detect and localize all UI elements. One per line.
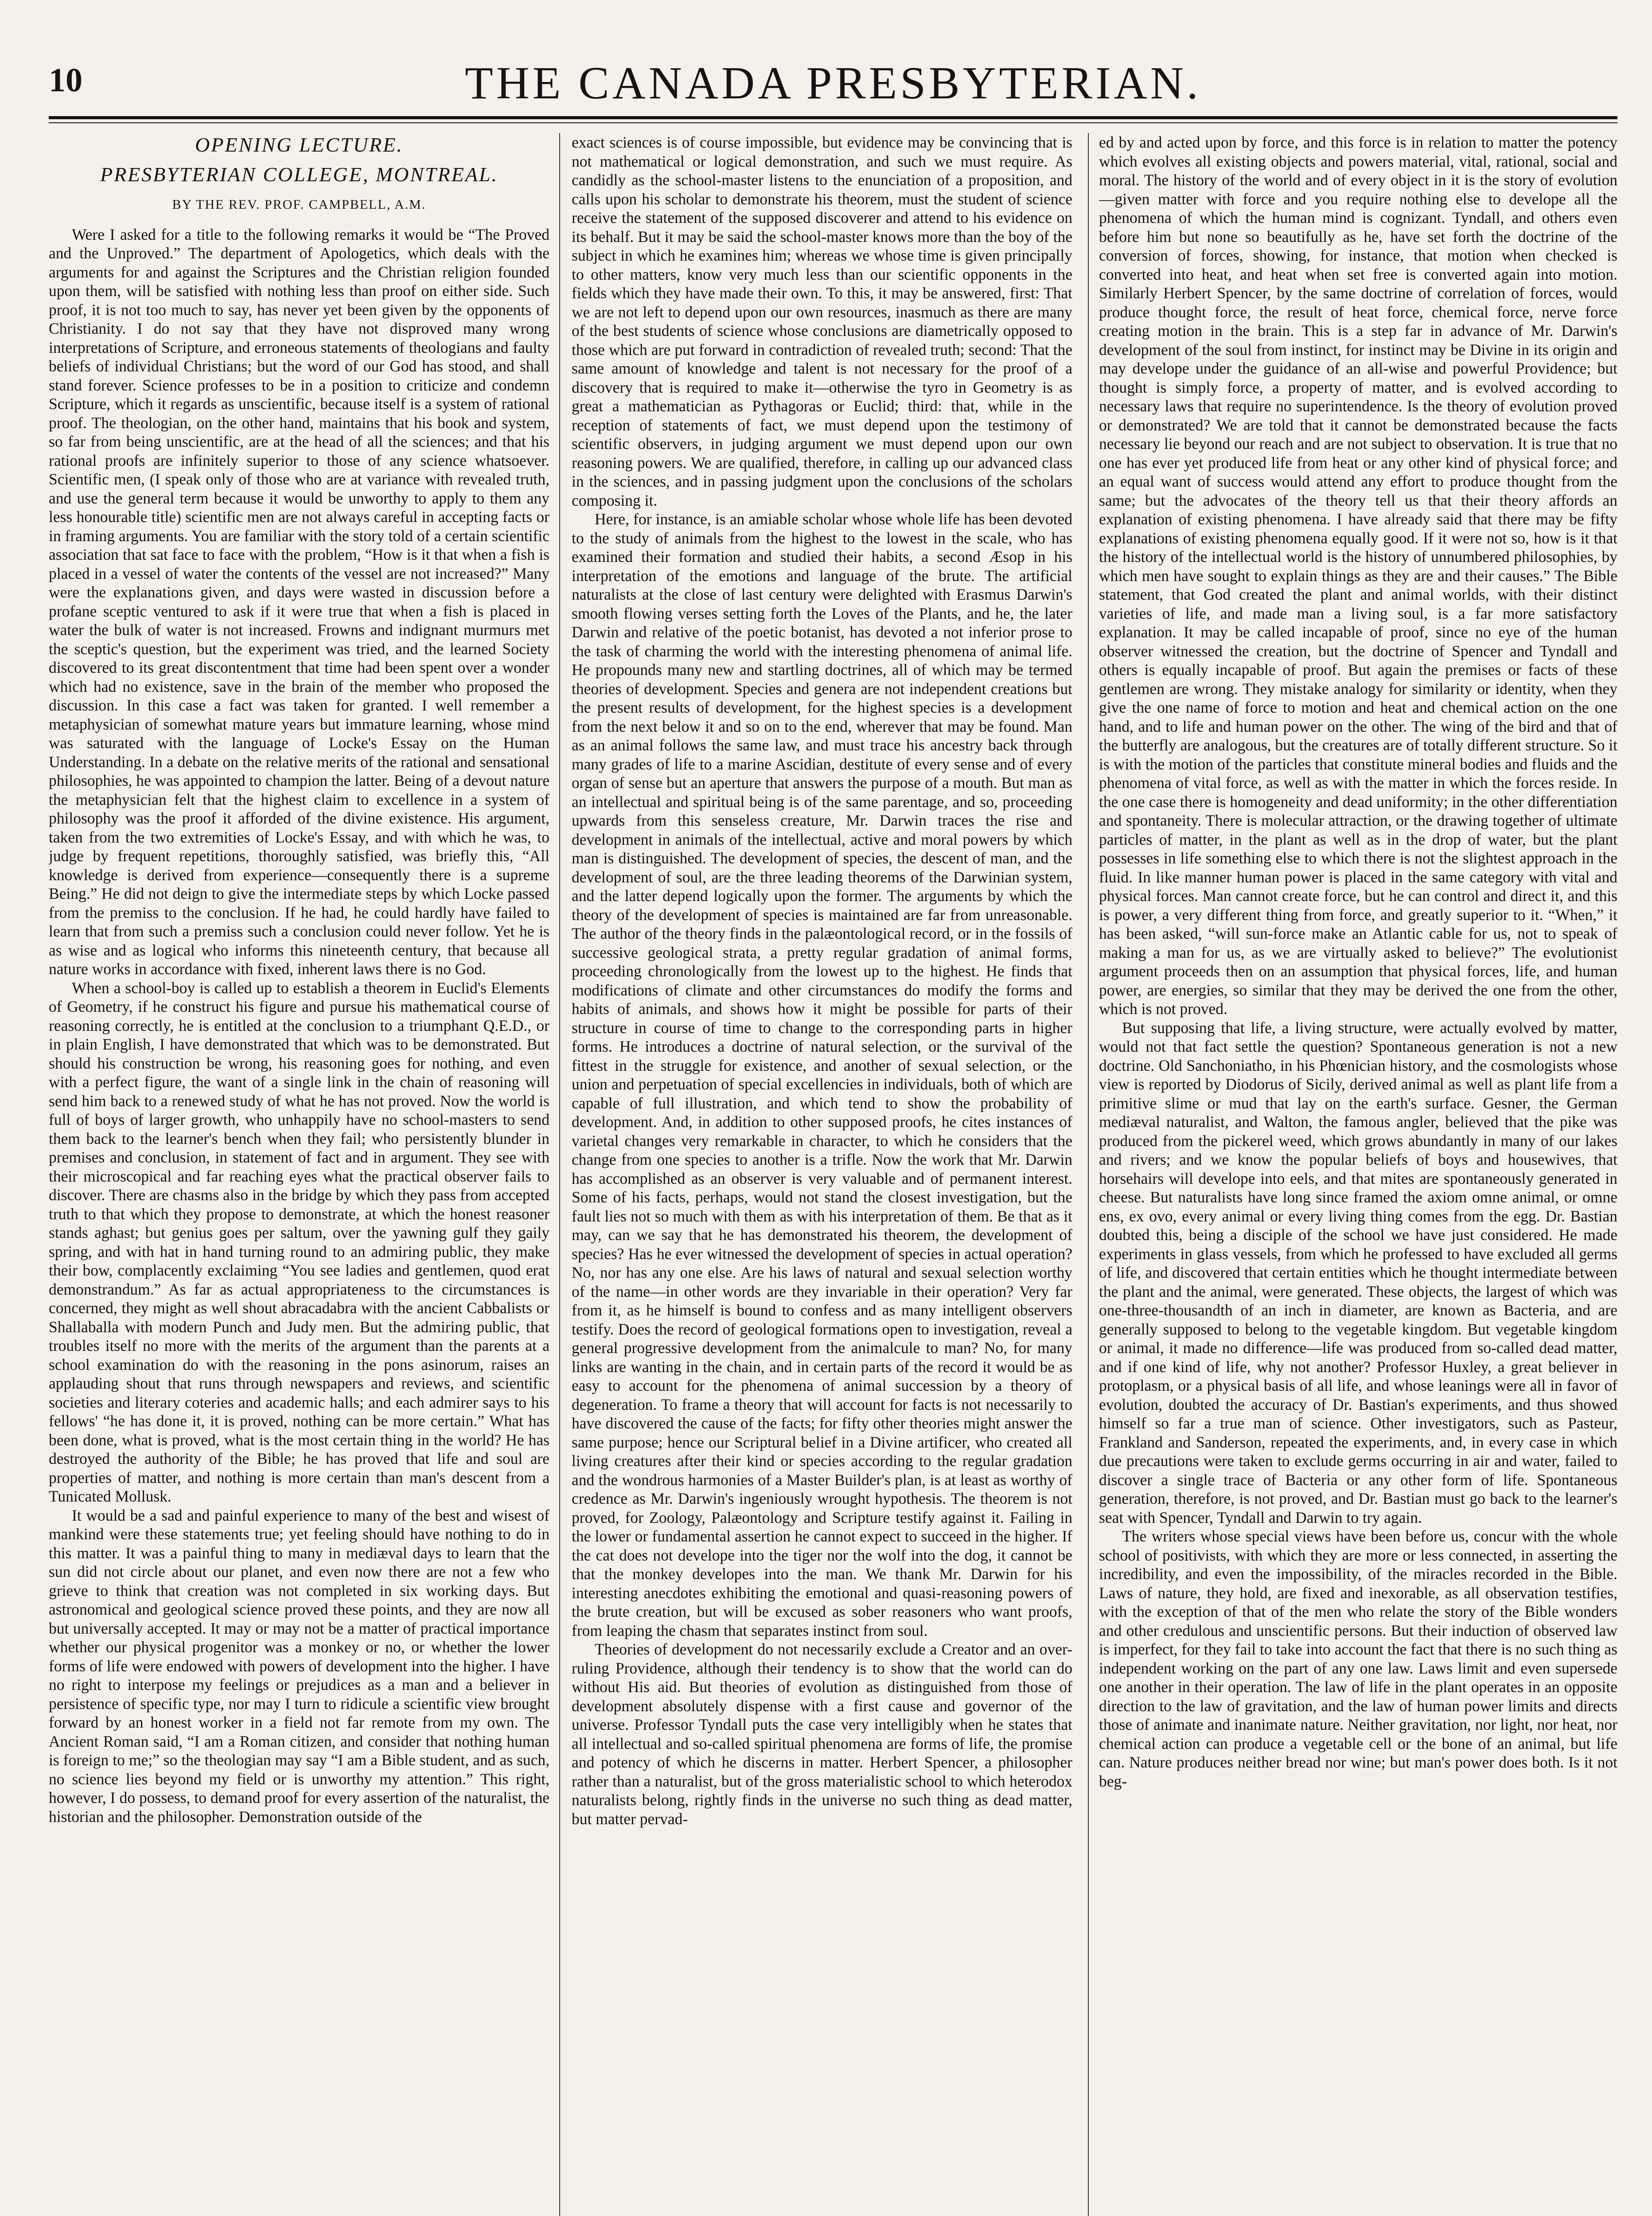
article-subheading: PRESBYTERIAN COLLEGE, MONTREAL.	[100, 163, 499, 186]
paragraph: When a school-boy is called up to establish a theorem in Euclid's Elements of Geometry, if he construct his figure and pursue his mathematical course of reasoning correctly, he is entitled at the conclusion to a triumphant Q.E.D., or in plain English, I have demonstrated that which was to be demonstrated. But should his construction be wrong, his reasoning goes for nothing, and even with a perfect figure, the want of a single link in the chain of reasoning will send him back to a renewed study of what he has not proved. Now the world is full of boys of larger growth, who unhappily have no school-masters to send them back to the learner's bench when they fail; who persistently blunder in premises and conclusion, in statement of fact and in argument. They see with their microscopical and far reaching eyes what the practical observer fails to discover. There are chasms also in the bridge by which they pass from accepted truth to that which they propose to demonstrate, at which the honest reasoner stands aghast; but genius goes per saltum, over the yawning gulf they gaily spring, and with hat in hand turning round to an admiring public, they make their bow, complacently exclaiming “You see ladies and gentlemen, quod erat demonstrandum.” As far as actual appropriateness to the circumstances is concerned, they might as well shout abracadabra with the ancient Cabbalists or Shallaballa with modern Punch and Judy men. But the admiring public, that troubles itself no more with the merits of the argument than the parents at a school examination do with the reasoning in the pons asinorum, raises an applauding shout that runs through newspapers and reviews, and scientific societies and literary coteries and academic halls; and each admirer says to his fellows' “he has done it, it is proved, nothing can be more certain.” What has been done, what is proved, what is the most certain thing in the world? He has destroyed the authority of the Bible; he has proved that life and soul are properties of matter, and nothing is more certain than man's descent from a Tunicated Mollusk.	[49, 979, 549, 1505]
page-number: 10	[49, 62, 82, 99]
masthead-rule-thin	[49, 122, 1617, 123]
paragraph: Theories of development do not necessarily exclude a Creator and an over-ruling Providence, although their tendency is to show that the world can do without His aid. But theories of evolution as distinguished from those of development absolutely dispense with a first cause and governor of the universe. Professor Tyndall puts the case very intelligibly when he states that all intellectual and so-called spiritual phenomena are forms of life, the promise and potency of which he discerns in matter. Herbert Spencer, a philosopher rather than a naturalist, but of the gross materialistic school to which heterodox naturalists belong, rightly finds in the universe no such thing as dead matter, but matter pervad-	[572, 1640, 1072, 1828]
newspaper-title: THE CANADA PRESBYTERIAN.	[465, 58, 1201, 109]
column-divider	[1088, 133, 1089, 2216]
column-3	[1099, 133, 1617, 2216]
paragraph: ed by and acted upon by force, and this force is in relation to matter the potency which evolves all existing objects and powers material, vital, rational, social and moral. The history of the world and of every object in it is the story of evolution—given matter with force and you require nothing else to develope all the phenomena of which the human mind is cognizant. Tyndall, and others even before him but none so beautifully as he, have set forth the doctrine of the conversion of forces, showing, for instance, that motion when checked is converted into heat, and heat when set free is converted again into motion. Similarly Herbert Spencer, by the same doctrine of correlation of forces, would produce thought force, the result of heat force, chemical force, nerve force creating motion in the brain. This is a step far in advance of Mr. Darwin's development of the soul from instinct, for instinct may be Divine in its origin and may develope under the guidance of an all-wise and powerful Providence; but thought is simply force, a property of matter, and is evolved according to necessary laws that require no superintendence. Is the theory of evolution proved or demonstrated? We are told that it cannot be demonstrated because the facts necessary lie beyond our reach and are not subject to observation. It is true that no one has ever yet produced life from heat or any other kind of physical force; and an equal want of success would attend any effort to produce thought from the same; but the advocates of the theory tell us that their theory affords an explanation of existing phenomena. I have already said that there may be fifty explanations of existing phenomena equally good. If it were not so, how is it that the history of the intellectual world is the history of unnumbered philosophies, by which men have sought to explain things as they are and their causes.” The Bible statement, that God created the plant and animal worlds, with their distinct varieties of life, and made man a living soul, is a far more satisfactory explanation. It may be called incapable of proof, since no eye of the human observer witnessed the creation, but the doctrine of Spencer and Tyndall and others is equally incapable of proof. But again the premises or facts of these gentlemen are wrong. They mistake analogy for similarity or identity, when they give the one name of force to motion and heat and chemical action on the one hand, and to life and human power on the other. The wing of the bird and that of the butterfly are analogous, but the creatures are of totally different structure. So it is with the motion of the particles that constitute mineral bodies and fluids and the phenomena of vital force, as well as with the matter in which the forces reside. In the one case there is homogeneity and dead uniformity; in the other differentiation and spontaneity. There is molecular attraction, or the drawing together of ultimate particles of matter, in the plant as well as in the drop of water, but the plant possesses in life something else to which there is not the slightest approach in the fluid. In like manner human power is placed in the same category with vital and physical forces. Man cannot create force, but he can control and direct it, and this is power, a very different thing from force, and greatly superior to it. “When,” it has been asked, “will sun-force make an Atlantic cable for us, not to speak of making a man for us, as we are virtually asked to believe?” The evolutionist argument proceeds then on an assumption that physical forces, life, and human power, are energies, so similar that they may be derived the one from the other, which is not proved.	[1099, 133, 1617, 1018]
article-byline: BY THE REV. PROF. CAMPBELL, A.M.	[172, 197, 426, 212]
paragraph: It would be a sad and painful experience to many of the best and wisest of mankind were these statements true; yet feeling should have nothing to do in this matter. It was a painful thing to many in mediæval days to learn that the sun did not circle about our planet, and even now there are not a few who grieve to think that creation was not completed in six working days. But astronomical and geological science proved these points, and they are now all but universally accepted. It may or may not be a matter of practical importance whether our physical progenitor was a monkey or no, or whether the lower forms of life were endowed with powers of development into the higher. I have no right to interpose my feelings or prejudices as a man and a believer in persistence of specific type, nor may I turn to ridicule a scientific view brought forward by an honest worker in a field not far remote from my own. The Ancient Roman said, “I am a Roman citizen, and consider that nothing human is foreign to me;” so the theologian may say “I am a Bible student, and as such, no science lies beyond my field or is unworthy my attention.” This right, however, I do possess, to demand proof for every assertion of the naturalist, the historian and the philosopher. Demonstration outside of the	[49, 1506, 549, 1826]
paragraph: But supposing that life, a living structure, were actually evolved by matter, would not that fact settle the question? Spontaneous generation is not a new doctrine. Old Sanchoniatho, in his Phœnician history, and the cosmologists whose view is reported by Diodorus of Sicily, derived animal as well as plant life from a primitive slime or mud that lay on the earth's surface. Gesner, the German mediæval naturalist, and Walton, the famous angler, believed that the pike was produced from the pickerel weed, which grows abundantly in many of our lakes and rivers; and we know the popular beliefs of boys and housewives, that horsehairs will develope into eels, and that mites are spontaneously generated in cheese. But naturalists have long since framed the axiom omne animal, or omne ens, ex ovo, every animal or every living thing comes from the egg. Dr. Bastian doubted this, being a disciple of the school we have just considered. He made experiments in glass vessels, from which he professed to have excluded all germs of life, and discovered that certain entities which he thought intermediate between the plant and the animal, were generated. These objects, the largest of which was one-three-thousandth of an inch in diameter, are known as Bacteria, and are generally supposed to belong to the vegetable kingdom. But vegetable kingdom or animal, it made no difference—life was produced from so-called dead matter, and if one kind of life, why not another? Professor Huxley, a great believer in protoplasm, or a physical basis of all life, and whose leanings were all in favor of evolution, doubted the accuracy of Dr. Bastian's experiments, and thus showed himself so far a true man of science. Other investigators, such as Pasteur, Frankland and Sanderson, repeated the experiments, and, in every case in which due precautions were taken to exclude germs occurring in air and water, failed to discover a single trace of Bacteria or any other form of life. Spontaneous generation, therefore, is not proved, and Dr. Bastian must go back to the learner's seat with Spencer, Tyndall and Darwin to try again.	[1099, 1018, 1617, 1526]
masthead-rule-thick	[49, 116, 1617, 119]
column-divider	[559, 133, 560, 2216]
article-heading: OPENING LECTURE.	[195, 133, 403, 156]
masthead	[49, 57, 1617, 114]
paragraph: exact sciences is of course impossible, but evidence may be convincing that is not mathematical or logical demonstration, and such we must require. As candidly as the school-master listens to the enunciation of a proposition, and calls upon his scholar to demonstrate his theorem, must the student of science receive the statement of the supposed discoverer and attend to his evidence on its behalf. But it may be said the school-master knows more than the boy of the subject in which he examines him; whereas we whose time is given principally to other matters, know very much less than our scientific opponents in the fields which they have made their own. To this, it may be answered, first: That we are not left to depend upon our own resources, inasmuch as there are many of the best students of science whose conclusions are diametrically opposed to those which are put forward in contradiction of revealed truth; second: That the same amount of knowledge and talent is not necessary for the proof of a discovery that is required to make it—otherwise the tyro in Geometry is as great a mathematician as Pythagoras or Euclid; third: that, while in the reception of statements of fact, we must depend upon the testimony of scientific observers, in judging argument we must depend upon our own reasoning powers. We are qualified, therefore, in calling up our advanced class in the sciences, and in passing judgment upon the conclusions of the scholars composing it.	[572, 133, 1072, 509]
column-1	[49, 133, 549, 2216]
column-2	[572, 133, 1072, 2216]
paragraph: The writers whose special views have been before us, concur with the whole school of positivists, with which they are more or less connected, in asserting the incredibility, and even the impossibility, of the miracles recorded in the Bible. Laws of nature, they hold, are fixed and inexorable, as all observation testifies, with the exception of that of the men who relate the story of the Bible wonders and other credulous and unscientific persons. But their induction of observed law is imperfect, for they fail to take into account the fact that there is no such thing as independent working on the part of any one law. Laws limit and even supersede one another in their operation. The law of life in the plant operates in an opposite direction to the law of gravitation, and the law of human power limits and directs those of animate and inanimate nature. Neither gravitation, nor light, nor heat, nor chemical action can produce a vegetable cell or the bone of an animal, but life can. Nature produces neither bread nor wine; but man's power does both. Is it not beg-	[1099, 1527, 1617, 1790]
paragraph: Were I asked for a title to the following remarks it would be “The Proved and the Unproved.” The department of Apologetics, which deals with the arguments for and against the Scriptures and the Christian religion founded upon them, will be satisfied with nothing less than proof on either side. Such proof, it is not too much to say, has never yet been given by the opponents of Christianity. I do not say that they have not disproved many wrong interpretations of Scripture, and erroneous statements of theologians and faulty beliefs of individual Christians; but the word of our God has stood, and shall stand forever. Science professes to be in a position to criticize and condemn Scripture, which it regards as unscientific, because itself is a system of rational proof. The theologian, on the other hand, maintains that his book and system, so far from being unscientific, are at the head of all the sciences; and that his rational proofs are infinitely superior to those of any science whatsoever. Scientific men, (I speak only of those who are at variance with revealed truth, and use the general term because it would be unworthy to apply to them any less honourable title) scientific men are not always careful in accepting facts or in framing arguments. You are familiar with the story told of a certain scientific association that sat face to face with the problem, “How is it that when a fish is placed in a vessel of water the contents of the vessel are not increased?” Many were the explanations given, and days were wasted in discussion before a profane sceptic ventured to ask if it were true that when a fish is placed in water the bulk of water is not increased. Frowns and indignant murmurs met the sceptic's question, but the experiment was tried, and the learned Society discovered to its great discontentment that time had been spent over a wonder which had no existence, save in the brain of the member who proposed the discussion. In this case a fact was taken for granted. I well remember a metaphysician of somewhat mature years but immature learning, whose mind was saturated with the language of Locke's Essay on the Human Understanding. In a debate on the relative merits of the rational and sensational philosophies, he was appointed to champion the latter. Being of a devout nature the metaphysician felt that the highest claim to excellence in a system of philosophy was the proof it afforded of the divine existence. His argument, taken from the two extremities of Locke's Essay, and with which he was, to judge by frequent repetitions, thoroughly satisfied, was briefly this, “All knowledge is derived from experience—consequently there is a supreme Being.” He did not deign to give the intermediate steps by which Locke passed from the premiss to the conclusion. If he had, he could hardly have failed to learn that from such a premiss such a conclusion could never follow. Yet he is as wise and as logical who informs this nineteenth century, that because all nature works in accordance with fixed, inherent laws there is no God.	[49, 225, 549, 978]
paragraph: Here, for instance, is an amiable scholar whose whole life has been devoted to the study of animals from the highest to the lowest in the scale, who has examined their formation and studied their habits, a second Æsop in his interpretation of the emotions and language of the brute. The artificial naturalists at the close of last century were delighted with Erasmus Darwin's smooth flowing verses setting forth the Loves of the Plants, and he, the later Darwin and relative of the poetic botanist, has devoted a not inferior prose to the task of charming the world with the interesting phenomena of animal life. He propounds many new and startling doctrines, all of which may be termed theories of development. Species and genera are not independent creations but the present results of development, for the highest species is a development from the next below it and so on to the end, wherever that may be found. Man as an animal follows the same law, and must trace his ancestry back through many grades of life to a marine Ascidian, destitute of every sense and of every organ of sense but an aperture that answers the purpose of a mouth. But man as an intellectual and spiritual being is of the same parentage, and so, proceeding upwards from this senseless creature, Mr. Darwin traces the rise and development in animals of the intellectual, active and moral powers by which man is distinguished. The development of species, the descent of man, and the development of soul, are the three leading theorems of the Darwinian system, and the latter depend logically upon the former. The arguments by which the theory of the development of species is maintained are far from unreasonable. The author of the theory finds in the palæontological record, or in the fossils of successive geological strata, a pretty regular gradation of animal forms, proceeding chronologically from the lowest up to the highest. He finds that modifications of climate and other circumstances do modify the forms and habits of animals, and shows how it might be possible for parts of their structure in course of time to change to the corresponding parts in higher forms. He introduces a doctrine of natural selection, or the survival of the fittest in the struggle for existence, and another of sexual selection, or the union and perpetuation of special excellencies in individuals, both of which are capable of full illustration, and which tend to show the probability of development. And, in addition to other supposed proofs, he cites instances of varietal changes very remarkable in character, to which he considers that the change from one species to another is a trifle. Now the work that Mr. Darwin has accomplished as an observer is very valuable and of permanent interest. Some of his facts, perhaps, would not stand the closest investigation, but the fault lies not so much with them as with his interpretation of them. Be that as it may, can we say that he has demonstrated his theorem, the development of species? Has he ever witnessed the development of species in actual operation? No, nor has any one else. Are his laws of natural and sexual selection worthy of the name—in other words are they invariable in their operation? Very far from it, as he himself is bound to confess and as many intelligent observers testify. Does the record of geological formations open to investigation, reveal a general progressive development from the animalcule to man? No, for many links are wanting in the chain, and in certain parts of the record it would be as easy to account for the phenomena of animal succession by a theory of degeneration. To frame a theory that will account for facts is not necessarily to have discovered the cause of the facts; for fifty other theories might answer the same purpose; hence our Scriptural belief in a Divine artificer, who created all living creatures after their kind or species according to the regular gradation and the wondrous harmonies of a Master Builder's plan, is at least as worthy of credence as Mr. Darwin's ingeniously wrought hypothesis. The theorem is not proved, for Zoology, Palæontology and Scripture testify against it. Failing in the lower or fundamental assertion he cannot expect to succeed in the higher. If the cat does not develope into the tiger nor the wolf into the dog, it cannot be that the monkey developes into the man. We thank Mr. Darwin for his interesting anecdotes exhibiting the emotional and quasi-reasoning powers of the brute creation, but will be excused as sober reasoners who want proofs, from leaping the chasm that separates instinct from soul.	[572, 510, 1072, 1639]
